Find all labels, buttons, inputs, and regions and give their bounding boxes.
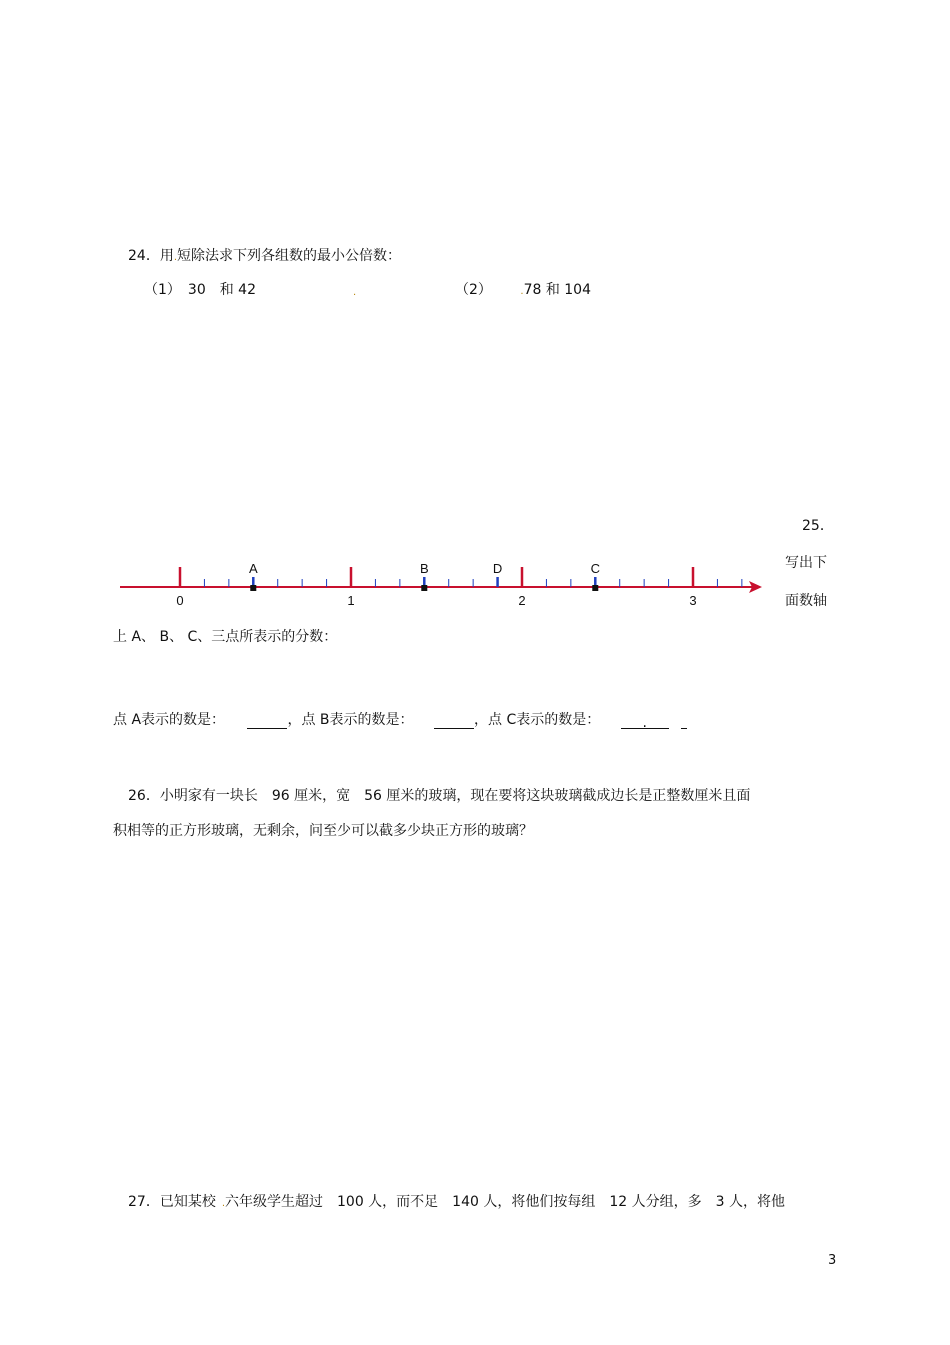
q25-line2: 上 A、 B、 C、三点所表示的分数： (113, 629, 338, 645)
q25-side-text-1: 写出下 (785, 555, 827, 571)
q24-title (128, 247, 401, 267)
q25-answers (113, 711, 687, 729)
q24-part2-mark: . (520, 286, 524, 297)
axis-label: 1 (347, 593, 355, 608)
point-dot (592, 585, 598, 591)
point-label: A (248, 561, 258, 576)
q27-prefix: 27．已知某校 (128, 1194, 216, 1210)
axis-label: 3 (689, 593, 697, 608)
q24-title-mark: . (173, 252, 178, 263)
answer-b-label: ，点 B表示的数是： (287, 712, 414, 728)
answer-b-blank[interactable] (434, 714, 474, 729)
q27-rest: 六年级学生超过 100 人，而不足 140 人，将他们按每组 12 人分组，多 3 人，将他 (225, 1194, 785, 1210)
q24-part1: （1） 30 和 42 (144, 282, 256, 298)
q25-side-text-2: 面数轴 (785, 593, 827, 609)
answer-a-label: 点 A表示的数是： (113, 712, 226, 728)
point-label: C (590, 561, 600, 576)
point-label: D (492, 561, 503, 576)
axis-label: 0 (176, 593, 184, 608)
q26-line2: 积相等的正方形玻璃，无剩余，问至少可以截多少块正方形的玻璃？ (113, 823, 533, 839)
answer-a-blank[interactable] (247, 714, 287, 729)
q27-mark: . (221, 1198, 226, 1209)
page-number: 3 (828, 1253, 837, 1268)
answer-c-blank[interactable]: . (621, 714, 669, 729)
axis-label: 2 (518, 593, 526, 608)
answer-c-label: ，点 C表示的数是： (474, 712, 601, 728)
q25-number: 25． (802, 518, 834, 534)
minor-ticks (204, 579, 741, 587)
point-dot (421, 585, 427, 591)
q27-line1 (128, 1193, 785, 1213)
q24-mid-mark: . (353, 287, 357, 298)
q24-part2-label: （2） (455, 282, 492, 298)
answer-c-blank-tail (681, 714, 687, 729)
q24-part2 (455, 281, 591, 301)
q26-line1: 26．小明家有一块长 96 厘米，宽 56 厘米的玻璃，现在要将这块玻璃截成边长是正整数厘米且面 (128, 788, 751, 804)
q24-title-rest: 短除法求下列各组数的最小公倍数： (177, 248, 402, 264)
point-dot (250, 585, 256, 591)
number-line (0, 550, 780, 620)
point-label: B (419, 561, 429, 576)
q24-title-prefix: 24．用 (128, 248, 174, 264)
q24-part2-text: 78 和 104 (523, 282, 591, 298)
